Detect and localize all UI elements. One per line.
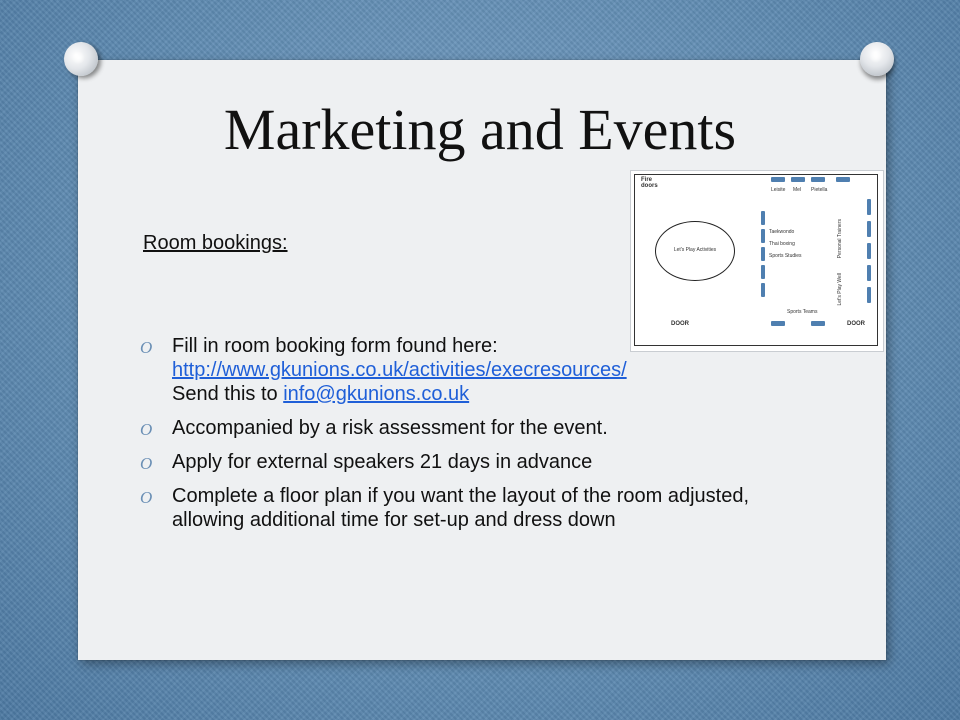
- bullet-text: Complete a floor plan if you want the layout of the room adjusted, allowing additional time for set-up and dress down: [172, 485, 750, 531]
- bullet-text: Send this to: [172, 383, 284, 405]
- door-right-label: DOOR: [847, 321, 865, 327]
- bottom-label: Sports Teams: [787, 309, 818, 315]
- booking-form-link[interactable]: http://www.gkunions.co.uk/activities/execresources/: [172, 359, 627, 381]
- email-link[interactable]: info@gkunions.co.uk: [283, 383, 470, 405]
- list-item: [140, 450, 780, 474]
- middle-label: Thai boxing: [769, 241, 795, 247]
- bullet-text: Apply for external speakers 21 days in advance: [172, 451, 593, 473]
- right-label: Let's Play Well: [837, 273, 843, 306]
- seat-icon: [836, 177, 850, 182]
- top-label: Pietella: [811, 187, 828, 193]
- bullet-icon: O: [140, 420, 153, 439]
- list-item: [140, 416, 780, 440]
- seat-icon: [867, 199, 871, 215]
- middle-label: Taekwondo: [769, 229, 795, 235]
- seat-icon: [867, 221, 871, 237]
- seat-icon: [867, 243, 871, 259]
- top-label: Mel: [793, 187, 802, 193]
- section-heading: Room bookings:: [143, 232, 288, 254]
- bullet-text: Fill in room booking form found here:: [172, 335, 498, 357]
- floor-plan-image: [630, 170, 884, 352]
- seat-icon: [791, 177, 805, 182]
- seat-icon: [867, 265, 871, 281]
- list-item: [140, 484, 780, 532]
- door-left-label: DOOR: [671, 321, 689, 327]
- bullet-icon: O: [140, 338, 153, 357]
- bullet-list: [140, 334, 780, 542]
- seat-icon: [761, 283, 765, 297]
- seat-icon: [761, 211, 765, 225]
- bullet-icon: O: [140, 488, 153, 507]
- centre-label: Let's Play Activities: [673, 247, 717, 253]
- seat-icon: [761, 247, 765, 261]
- middle-label: Sports Studies: [769, 253, 802, 259]
- fire-doors-label: Fire doors: [641, 177, 658, 189]
- seat-icon: [867, 287, 871, 303]
- bullet-icon: O: [140, 454, 153, 473]
- seat-icon: [811, 177, 825, 182]
- seat-icon: [761, 265, 765, 279]
- seat-icon: [771, 177, 785, 182]
- slide-title: Marketing and Events: [223, 97, 737, 162]
- right-label: Personal Trainers: [837, 219, 843, 259]
- seat-icon: [771, 321, 785, 326]
- seat-icon: [811, 321, 825, 326]
- top-label: Leisite: [771, 187, 786, 193]
- bullet-text: Accompanied by a risk assessment for the event.: [172, 417, 608, 439]
- seat-icon: [761, 229, 765, 243]
